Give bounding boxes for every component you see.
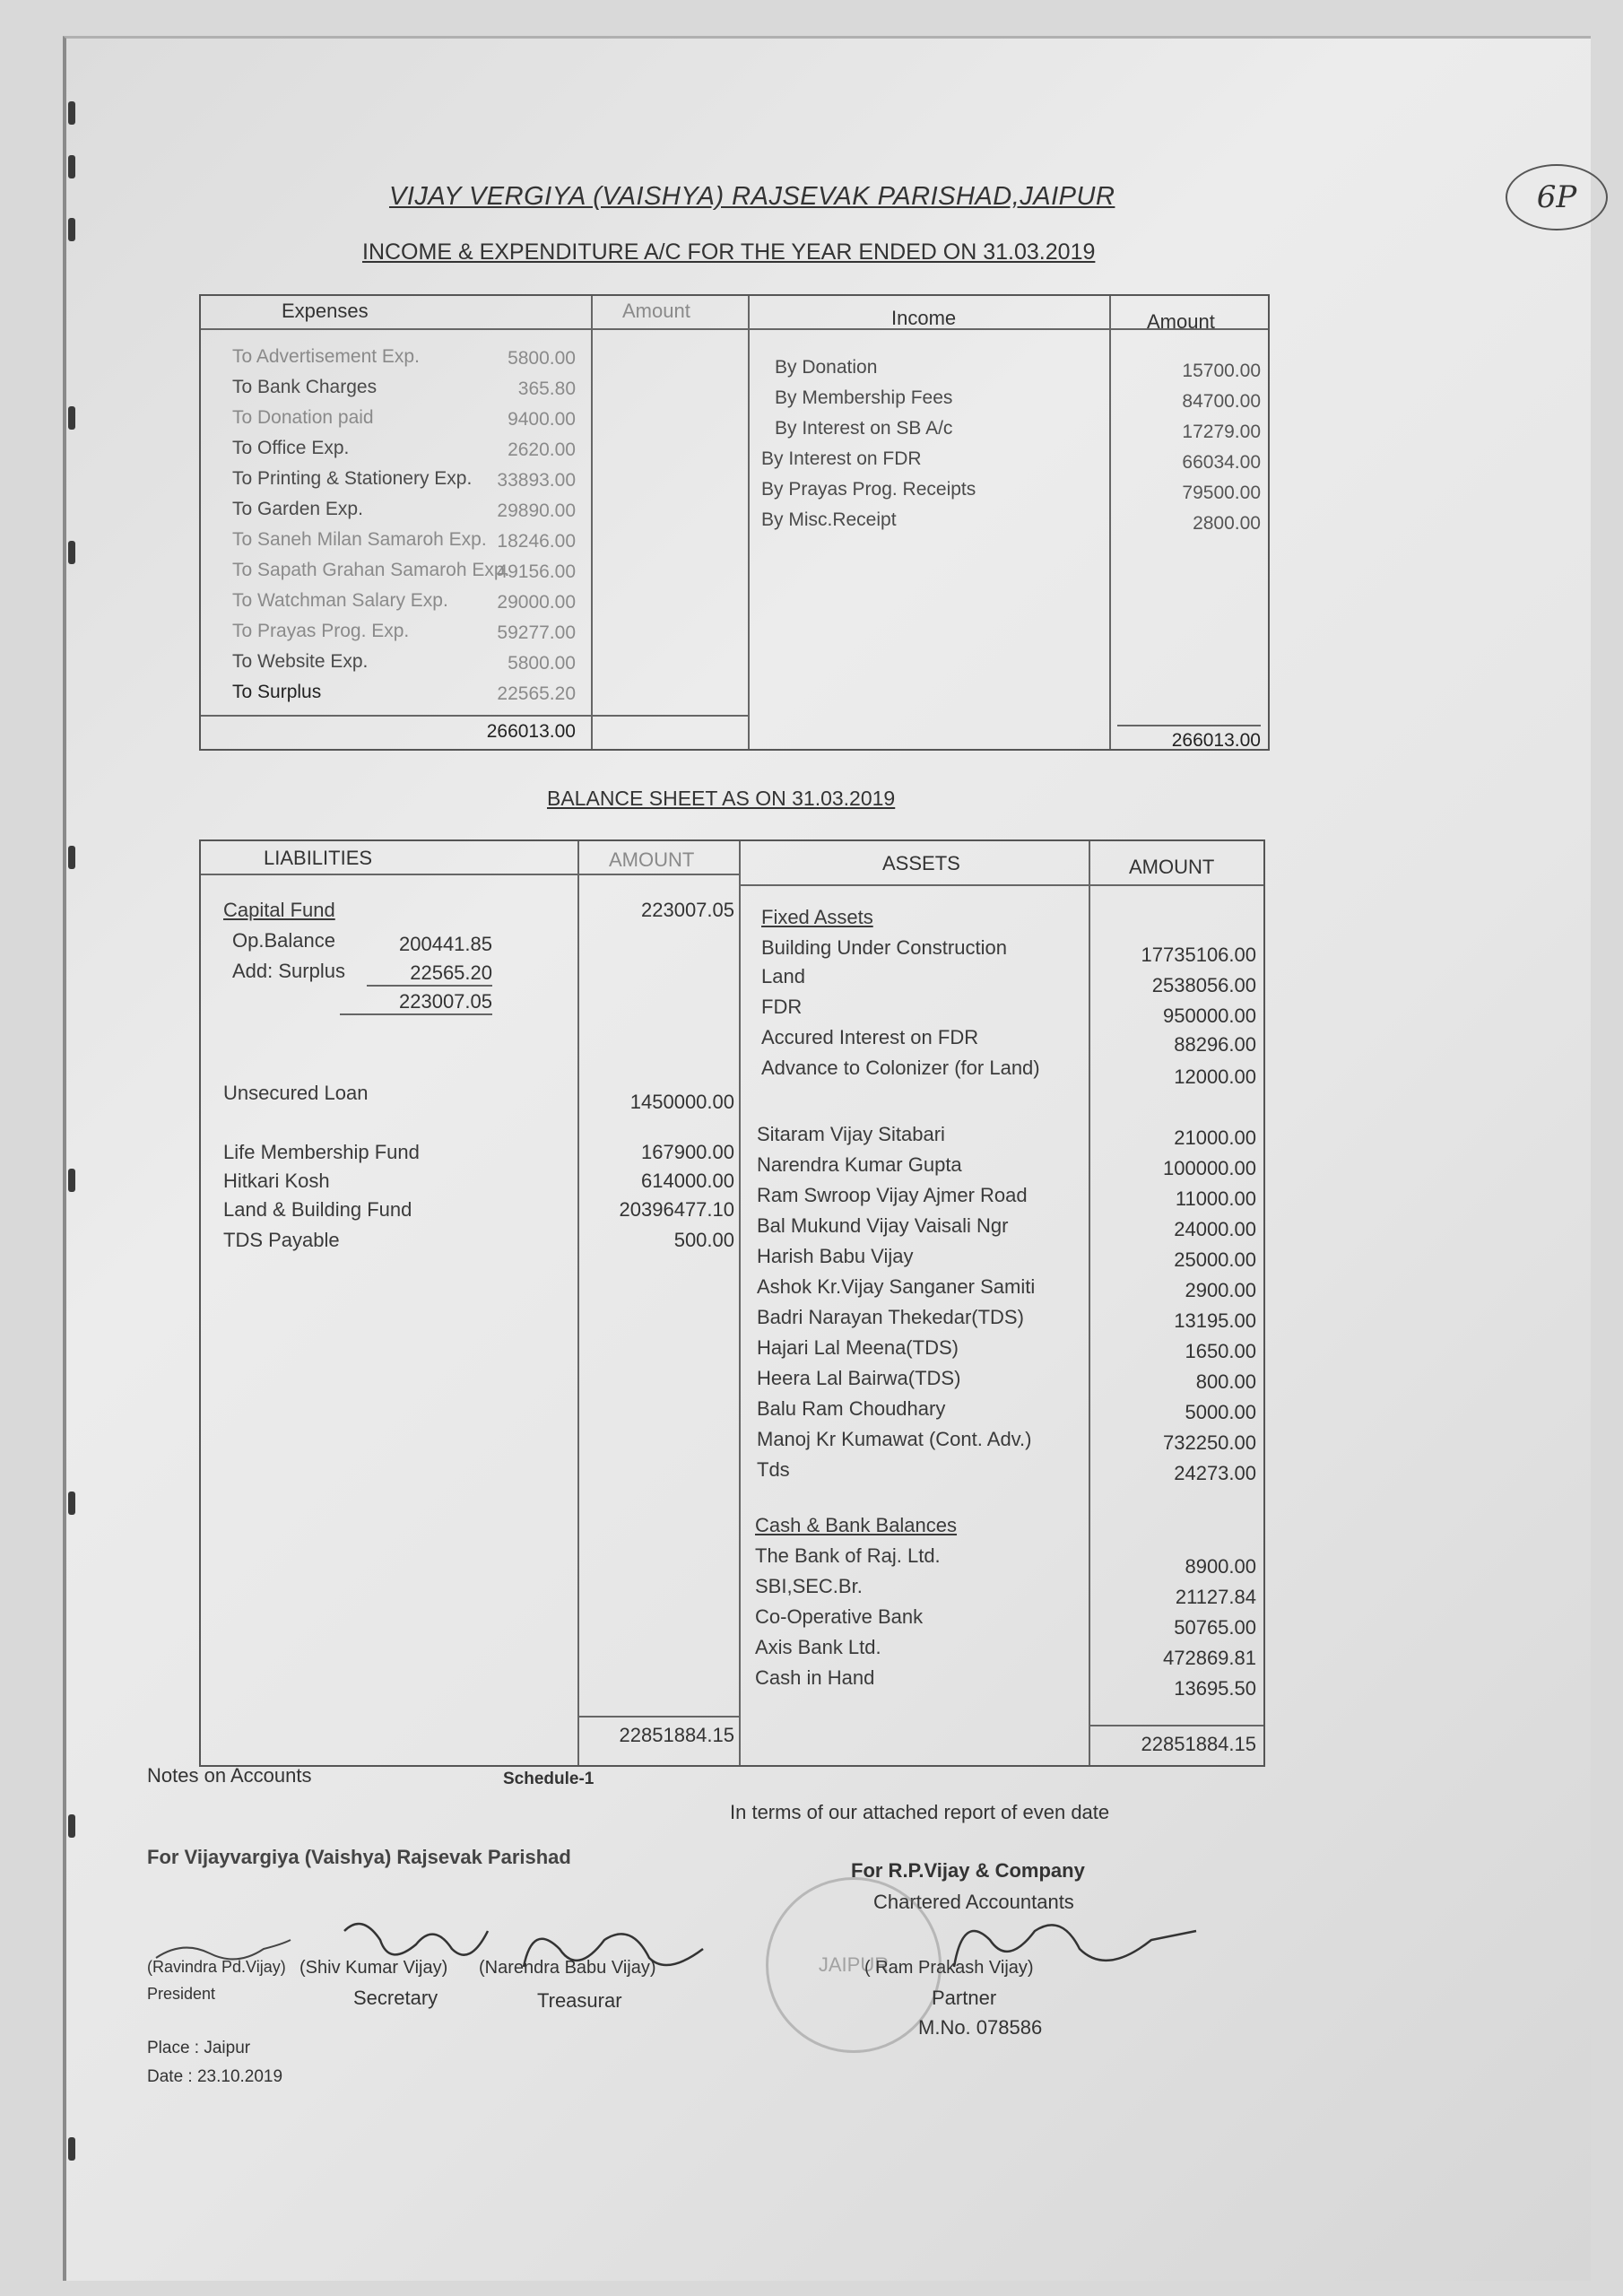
- expense-label: To Advertisement Exp.: [232, 346, 420, 367]
- expense-amount: 59277.00: [497, 622, 576, 643]
- asset-amount: 50765.00: [1174, 1616, 1256, 1639]
- page-mark: 6P: [1506, 164, 1608, 230]
- income-amount: 17279.00: [1182, 422, 1261, 442]
- liability-amount: 500.00: [673, 1229, 734, 1251]
- expense-label: To Website Exp.: [232, 651, 369, 672]
- expense-label: To Donation paid: [232, 407, 374, 428]
- asset-label: Sitaram Vijay Sitabari: [757, 1123, 945, 1145]
- fixed-assets-label: Fixed Assets: [761, 906, 873, 928]
- asset-label: Ram Swroop Vijay Ajmer Road: [757, 1184, 1028, 1206]
- asset-label: Badri Narayan Thekedar(TDS): [757, 1306, 1024, 1328]
- secretary-name: (Shiv Kumar Vijay): [299, 1958, 448, 1978]
- expense-label: To Office Exp.: [232, 438, 350, 458]
- capital-fund-amount: 223007.05: [641, 899, 734, 921]
- asset-label: Tds: [757, 1458, 790, 1481]
- asset-amount: 11000.00: [1175, 1187, 1256, 1210]
- expense-amount: 5800.00: [508, 653, 576, 674]
- asset-amount: 24000.00: [1174, 1218, 1256, 1240]
- liability-label: Life Membership Fund: [223, 1141, 420, 1163]
- income-amount: 15700.00: [1182, 361, 1261, 381]
- expense-label: To Saneh Milan Samaroh Exp.: [232, 529, 487, 550]
- balance-sheet-title: BALANCE SHEET AS ON 31.03.2019: [547, 787, 896, 810]
- expense-label: To Prayas Prog. Exp.: [232, 621, 410, 641]
- asset-amount: 2900.00: [1185, 1279, 1256, 1301]
- liabilities-amount-header: AMOUNT: [609, 848, 695, 871]
- punch-hole: [68, 101, 75, 125]
- punch-hole: [68, 1814, 75, 1838]
- income-label: By Interest on SB A/c: [775, 418, 953, 439]
- add-surplus-label: Add: Surplus: [232, 960, 345, 982]
- liability-label: Land & Building Fund: [223, 1198, 412, 1221]
- asset-label: Co-Operative Bank: [755, 1605, 924, 1628]
- asset-amount: 472869.81: [1163, 1647, 1256, 1669]
- balance-sheet-table: [199, 839, 1265, 1767]
- asset-label: Axis Bank Ltd.: [755, 1636, 881, 1658]
- scanned-page: [63, 36, 1591, 2281]
- asset-label: Advance to Colonizer (for Land): [761, 1057, 1040, 1079]
- op-balance-label: Op.Balance: [232, 929, 335, 952]
- expense-label: To Bank Charges: [232, 377, 378, 397]
- income-expenditure-table: [199, 294, 1270, 751]
- assets-header: ASSETS: [882, 852, 960, 874]
- membership-number: M.No. 078586: [918, 2016, 1043, 2039]
- asset-amount: 732250.00: [1163, 1431, 1256, 1454]
- asset-amount: 2538056.00: [1151, 974, 1256, 996]
- punch-hole: [68, 541, 75, 564]
- assets-total: 22851884.15: [1141, 1733, 1256, 1755]
- expense-amount: 29000.00: [497, 592, 576, 613]
- report-reference: In terms of our attached report of even date: [730, 1801, 1110, 1823]
- schedule-label: Schedule-1: [503, 1770, 595, 1788]
- expense-total: 266013.00: [486, 721, 576, 742]
- expense-amount: 29890.00: [497, 500, 576, 521]
- punch-hole: [68, 846, 75, 869]
- asset-amount: 950000.00: [1163, 1004, 1256, 1027]
- liability-amount: 20396477.10: [619, 1198, 734, 1221]
- income-label: By Prayas Prog. Receipts: [761, 479, 976, 500]
- income-total: 266013.00: [1117, 725, 1261, 752]
- place: Place : Jaipur: [147, 2039, 251, 2057]
- expense-amount: 365.80: [517, 378, 576, 399]
- expense-amount-header: Amount: [622, 300, 690, 322]
- date: Date : 23.10.2019: [147, 2067, 283, 2086]
- asset-amount: 24273.00: [1174, 1462, 1256, 1484]
- asset-label: Narendra Kumar Gupta: [757, 1153, 962, 1176]
- org-title: VIJAY VERGIYA (VAISHYA) RAJSEVAK PARISHAD,JAIPUR: [389, 182, 1115, 211]
- treasurer-role: Treasurar: [537, 1989, 622, 2012]
- asset-amount: 13695.50: [1174, 1677, 1256, 1700]
- income-amount: 66034.00: [1182, 452, 1261, 473]
- income-label: By Donation: [775, 357, 878, 378]
- punch-hole: [68, 218, 75, 241]
- expense-label: To Watchman Salary Exp.: [232, 590, 448, 611]
- asset-label: Cash in Hand: [755, 1666, 875, 1689]
- firm-signatory: For R.P.Vijay & Company: [851, 1859, 1085, 1882]
- liabilities-total: 22851884.15: [619, 1724, 734, 1746]
- income-amount: 79500.00: [1182, 483, 1261, 503]
- liability-amount: 167900.00: [641, 1141, 734, 1163]
- asset-label: Bal Mukund Vijay Vaisali Ngr: [757, 1214, 1009, 1237]
- liability-amount: 1450000.00: [629, 1091, 734, 1113]
- asset-amount: 21127.84: [1175, 1586, 1256, 1608]
- asset-label: FDR: [761, 996, 803, 1018]
- president-role: President: [147, 1985, 216, 2003]
- asset-label: Building Under Construction: [761, 936, 1007, 959]
- asset-amount: 17735106.00: [1141, 944, 1256, 966]
- income-label: By Membership Fees: [775, 387, 953, 408]
- expense-label: To Sapath Grahan Samaroh Exp.: [232, 560, 510, 580]
- org-signatory: For Vijayvargiya (Vaishya) Rajsevak Parishad: [147, 1846, 571, 1868]
- signatures-graphic: [147, 1904, 739, 1994]
- expense-amount: 33893.00: [497, 470, 576, 491]
- asset-amount: 800.00: [1195, 1370, 1256, 1393]
- capital-fund-label: Capital Fund: [223, 899, 335, 921]
- liability-label: Unsecured Loan: [223, 1082, 369, 1104]
- expense-amount: 2620.00: [508, 439, 576, 460]
- partner-name: ( Ram Prakash Vijay): [864, 1958, 1034, 1978]
- asset-label: The Bank of Raj. Ltd.: [755, 1544, 941, 1567]
- asset-amount: 25000.00: [1174, 1248, 1256, 1271]
- income-label: By Misc.Receipt: [761, 509, 897, 530]
- notes-on-accounts: Notes on Accounts: [147, 1764, 312, 1787]
- cash-bank-label: Cash & Bank Balances: [755, 1514, 958, 1536]
- asset-amount: 88296.00: [1174, 1033, 1256, 1056]
- asset-label: Balu Ram Choudhary: [757, 1397, 946, 1420]
- op-balance-amount: 200441.85: [399, 933, 492, 955]
- asset-label: Ashok Kr.Vijay Sanganer Samiti: [757, 1275, 1036, 1298]
- punch-hole: [68, 155, 75, 178]
- asset-amount: 21000.00: [1174, 1126, 1256, 1149]
- asset-label: Harish Babu Vijay: [757, 1245, 914, 1267]
- punch-hole: [68, 2137, 75, 2161]
- asset-label: Land: [761, 965, 805, 987]
- income-label: By Interest on FDR: [761, 448, 922, 469]
- income-amount: 2800.00: [1193, 513, 1261, 534]
- expense-amount: 49156.00: [497, 561, 576, 582]
- asset-amount: 5000.00: [1185, 1401, 1256, 1423]
- firm-type: Chartered Accountants: [873, 1891, 1074, 1913]
- liabilities-header: LIABILITIES: [264, 847, 373, 869]
- capital-subtotal: 223007.05: [340, 990, 492, 1015]
- income-header: Income: [891, 307, 957, 329]
- asset-amount: 1650.00: [1185, 1340, 1256, 1362]
- income-amount-header: Amount: [1147, 310, 1215, 333]
- expense-label: To Surplus: [232, 682, 322, 702]
- punch-hole: [68, 1169, 75, 1192]
- asset-label: Heera Lal Bairwa(TDS): [757, 1367, 961, 1389]
- expense-amount: 9400.00: [508, 409, 576, 430]
- assets-amount-header: AMOUNT: [1129, 856, 1215, 878]
- expenses-header: Expenses: [282, 300, 369, 322]
- seal-text: JAIPUR: [818, 1953, 890, 1976]
- asset-amount: 12000.00: [1174, 1065, 1256, 1088]
- punch-hole: [68, 406, 75, 430]
- punch-hole: [68, 1492, 75, 1515]
- statement-title: INCOME & EXPENDITURE A/C FOR THE YEAR ENDED ON 31.03.2019: [362, 239, 1096, 265]
- expense-amount: 22565.20: [497, 683, 576, 704]
- asset-label: Manoj Kr Kumawat (Cont. Adv.): [757, 1428, 1032, 1450]
- asset-amount: 13195.00: [1174, 1309, 1256, 1332]
- liability-label: TDS Payable: [223, 1229, 340, 1251]
- liability-amount: 614000.00: [641, 1170, 734, 1192]
- asset-label: Hajari Lal Meena(TDS): [757, 1336, 959, 1359]
- add-surplus-amount: 22565.20: [367, 961, 492, 987]
- asset-label: SBI,SEC.Br.: [755, 1575, 863, 1597]
- asset-amount: 8900.00: [1185, 1555, 1256, 1578]
- expense-label: To Garden Exp.: [232, 499, 363, 519]
- expense-label: To Printing & Stationery Exp.: [232, 468, 473, 489]
- president-name: (Ravindra Pd.Vijay): [147, 1958, 286, 1976]
- asset-amount: 100000.00: [1163, 1157, 1256, 1179]
- expense-amount: 18246.00: [497, 531, 576, 552]
- liability-label: Hitkari Kosh: [223, 1170, 330, 1192]
- income-amount: 84700.00: [1182, 391, 1261, 412]
- partner-role: Partner: [932, 1987, 997, 2009]
- expense-amount: 5800.00: [508, 348, 576, 369]
- secretary-role: Secretary: [353, 1987, 438, 2009]
- asset-label: Accured Interest on FDR: [761, 1026, 979, 1048]
- treasurer-name: (Narendra Babu Vijay): [479, 1958, 656, 1978]
